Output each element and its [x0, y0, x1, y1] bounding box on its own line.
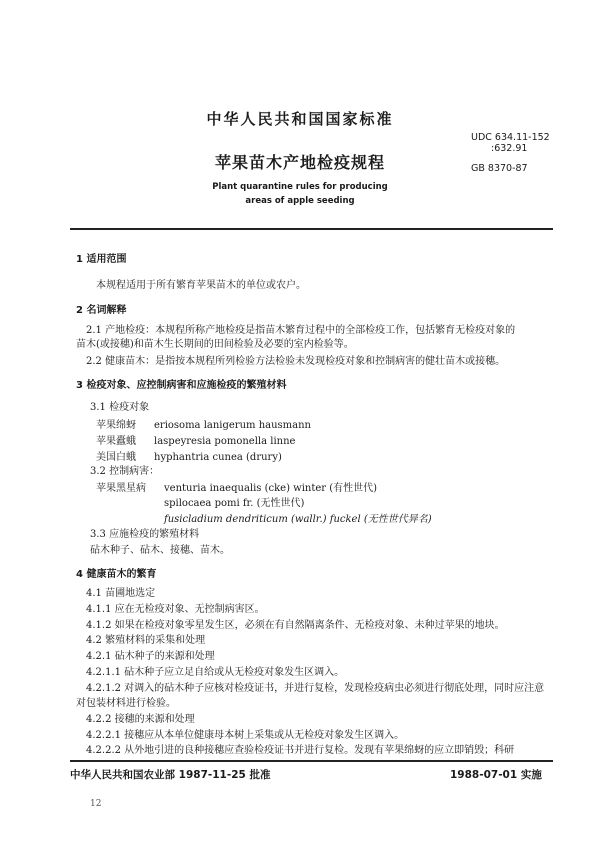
section-4-2-1-1: 4.2.1.1 砧木种子应立足自给或从无检疫对象发生区调入。 [86, 667, 345, 678]
section-2-2: 2.2 健康苗木：是指按本规程所列检验方法检验未发现检疫对象和控制病害的健壮苗木或接穗。 [86, 356, 506, 367]
standard-title: 中华人民共和国国家标准 [206, 110, 394, 128]
section-1-text: 本规程适用于所有繁育苹果苗木的单位或农户。 [96, 280, 306, 291]
section-4-2-2-1: 4.2.2.1 接穗应从本单位健康母本树上采集或从无检疫对象发生区调入。 [86, 730, 405, 741]
page-number: 12 [90, 799, 102, 809]
disease-en-2: spilocaea pomi fr. (无性世代) [164, 498, 305, 509]
section-3-3: 3.3 应施检疫的繁殖材料 [90, 529, 200, 540]
section-4-2-2-2: 4.2.2.2 从外地引进的良种接穗应查验检疫证书并进行复检。发现有苹果绵蚜的应立即销毁；科研 [86, 745, 515, 756]
section-4-2-1: 4.2.1 砧木种子的来源和处理 [86, 651, 215, 662]
pest-3-en: hyphantria cunea (drury) [154, 452, 282, 463]
issuer-approval: 中华人民共和国农业部 1987-11-25 批准 [70, 769, 271, 781]
udc-line-2: :632.91 [491, 143, 528, 154]
section-2-1-line-2: 苗木(或接穗)和苗木生长期间的田间检验及必要的室内检验等。 [76, 339, 354, 350]
pest-1-cn: 苹果绵蚜 [96, 420, 136, 431]
section-3-heading: 3 检疫对象、应控制病害和应施检疫的繁殖材料 [76, 380, 287, 391]
footer-divider [70, 760, 553, 762]
section-3-3-text: 砧木种子、砧木、接穗、苗木。 [90, 545, 230, 556]
disease-en-1: venturia inaequalis (cke) winter (有性世代) [164, 483, 378, 494]
section-3-2: 3.2 控制病害： [90, 466, 160, 477]
section-2-heading: 2 名词解释 [76, 305, 127, 316]
header-divider [70, 228, 553, 230]
section-4-2-2: 4.2.2 接穗的来源和处理 [86, 714, 195, 725]
gb-number: GB 8370-87 [471, 163, 528, 174]
disease-en-3: fusicladium dendriticum (wallr.) fuckel (无性世代异名) [164, 514, 432, 525]
disease-cn: 苹果黑星病 [96, 483, 146, 494]
section-2-1-line-1: 2.1 产地检疫：本规程所称产地检疫是指苗木繁育过程中的全部检疫工作，包括繁育无检疫对象的 [86, 325, 516, 336]
section-3-1: 3.1 检疫对象 [90, 402, 150, 413]
section-1-heading: 1 适用范围 [76, 254, 127, 265]
pest-1-en: eriosoma lanigerum hausmann [154, 420, 311, 431]
section-4-1-1: 4.1.1 应在无检疫对象、无控制病害区。 [86, 604, 265, 615]
section-4-2-1-2-line-1: 4.2.1.2 对调入的砧木种子应核对检疫证书，并进行复检，发现检疫病虫必须进行彻底处理，同时应注意 [86, 683, 545, 694]
section-4-2-1-2-line-2: 对包装材料进行检验。 [76, 698, 176, 709]
english-title-line-1: Plant quarantine rules for producing [212, 182, 388, 192]
section-4-2: 4.2 繁殖材料的采集和处理 [86, 635, 206, 646]
udc-line-1: UDC 634.11-152 [471, 132, 550, 143]
pest-3-cn: 美国白蛾 [96, 452, 136, 463]
document-title: 苹果苗木产地检疫规程 [214, 153, 385, 172]
pest-2-en: laspeyresia pomonella linne [154, 436, 296, 447]
effective-date: 1988-07-01 实施 [450, 769, 542, 781]
english-title-line-2: areas of apple seeding [245, 196, 355, 206]
section-4-heading: 4 健康苗木的繁育 [76, 569, 157, 580]
section-4-1-2: 4.1.2 如果在检疫对象零星发生区，必须在有自然隔离条件、无检疫对象、未种过苹果的地块。 [86, 620, 505, 631]
pest-2-cn: 苹果蠹蛾 [96, 436, 136, 447]
section-4-1: 4.1 苗圃地选定 [86, 588, 156, 599]
